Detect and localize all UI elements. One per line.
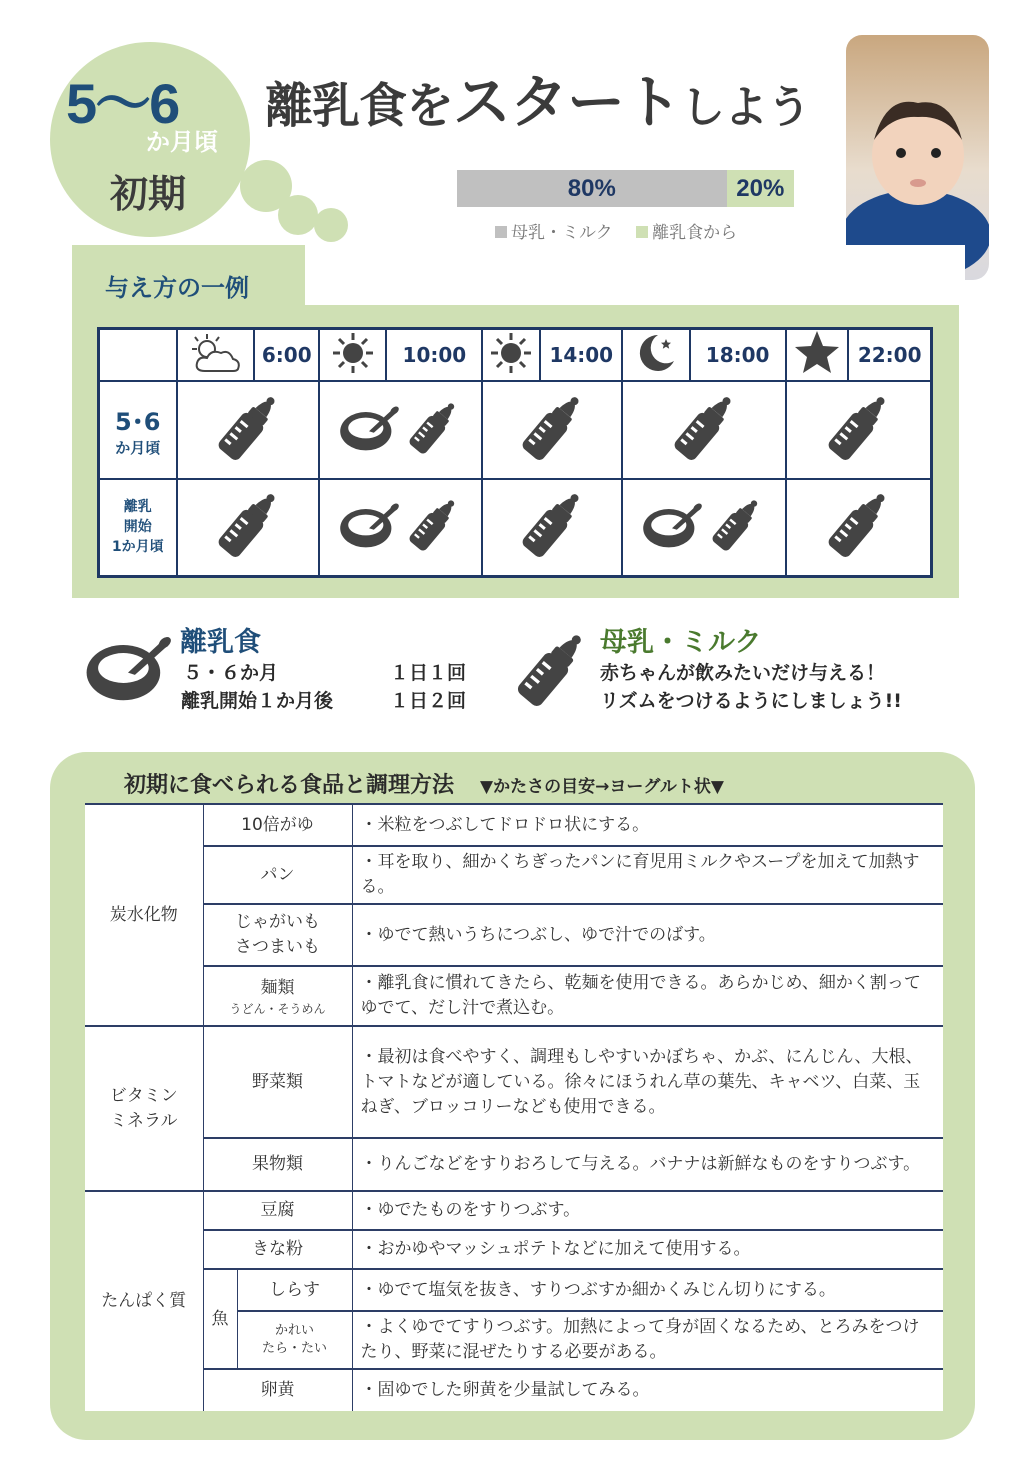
schedule-row: [99, 479, 932, 576]
row-label: [99, 479, 177, 576]
months-label: か月頃: [146, 128, 218, 156]
sun-icon: [482, 329, 540, 382]
bottle-icon: [177, 479, 320, 576]
food-legend-title: 離乳食: [180, 627, 261, 658]
row-label-sub: か月頃: [115, 439, 161, 457]
milk-ratio-segment: 80%: [457, 170, 727, 207]
table-row: [85, 904, 943, 966]
food-name: 10倍がゆ: [203, 804, 352, 846]
milk-legend-line: リズムをつけるようにしましょう!!: [600, 690, 902, 712]
bowl-bottle-icons: [622, 479, 785, 576]
page-title: [265, 62, 810, 148]
bottle-icon: [786, 479, 932, 576]
food-method: ・りんごなどをすりおろして与える。バナナは新鮮なものをすりつぶす。: [352, 1138, 943, 1191]
ratio-legend: [495, 218, 737, 243]
time-label: 22:00: [848, 329, 931, 382]
bubble-dot: [314, 208, 348, 242]
bottle-icon: [506, 625, 596, 715]
star-icon: [786, 329, 849, 382]
table-row: [85, 1369, 943, 1411]
food-name: 豆腐: [203, 1191, 352, 1230]
food-name: じゃがいも さつまいも: [203, 904, 352, 966]
food-name-main: 麺類: [260, 977, 295, 998]
food-name-sub: うどん・そうめん: [229, 1001, 326, 1016]
sun-icon: [319, 329, 386, 382]
age-range: 5〜6: [66, 72, 179, 135]
row-label-line: 1か月頃: [111, 539, 164, 556]
table-row: [85, 1138, 943, 1191]
stage-label: 初期: [110, 172, 187, 216]
food-name: 卵黄: [203, 1369, 352, 1411]
title-part: スタート: [453, 68, 682, 136]
food-ratio-segment: 20%: [727, 170, 794, 207]
food-method: ・最初は食べやすく、調理もしやすいかぼちゃ、かぶ、にんじん、大根、トマトなどが適している。徐々にほうれん草の葉先、キャベツ、白菜、玉ねぎ、ブロッコリーなども使用できる。: [352, 1026, 943, 1138]
food-name: かれい たら・たい: [237, 1311, 352, 1369]
legend-swatch: [495, 226, 507, 238]
bowl-bottle-icons: [319, 479, 482, 576]
food-method: ・よくゆでてすりつぶす。加熱によって身が固くなるため、とろみをつけたり、野菜に混ぜたりする必要がある。: [352, 1311, 943, 1369]
food-method: ・米粒をつぶしてドロドロ状にする。: [352, 804, 943, 846]
bottle-icon: [622, 381, 785, 479]
food-legend-line: 離乳開始１か月後: [181, 690, 334, 712]
sun-cloud-icon: [177, 329, 255, 382]
time-label: 10:00: [386, 329, 482, 382]
food-method: ・ゆでたものをすりつぶす。: [352, 1191, 943, 1230]
food-name: きな粉: [203, 1230, 352, 1269]
food-name: 果物類: [203, 1138, 352, 1191]
bottle-icon: [786, 381, 932, 479]
legend-food: 離乳食から: [652, 223, 738, 243]
schedule-row: [99, 381, 932, 479]
feeding-schedule-table: [97, 327, 933, 578]
table-row: [85, 1191, 943, 1230]
bowl-icon: [82, 622, 174, 714]
legend-milk: 母乳・ミルク: [511, 223, 613, 243]
food-table: [85, 803, 943, 1411]
food-method: ・離乳食に慣れてきたら、乾麺を使用できる。あらかじめ、細かく割ってゆでて、だし汁で煮込む。: [352, 966, 943, 1026]
table-row: [85, 1269, 943, 1311]
texture-note: ▼かたさの目安→ヨーグルト状▼: [480, 777, 724, 797]
category-cell: ビタミン ミネラル: [85, 1026, 203, 1191]
food-method: ・耳を取り、細かくちぎったパンに育児用ミルクやスープを加えて加熱する。: [352, 846, 943, 904]
row-label-line: 離乳: [123, 499, 152, 516]
bubble-dot: [278, 195, 318, 235]
food-name: しらす: [237, 1269, 352, 1311]
baby-photo: [846, 35, 989, 280]
food-method: ・固ゆでした卵黄を少量試してみる。: [352, 1369, 943, 1411]
food-legend-line: １日２回: [390, 690, 467, 712]
row-label-line: 開始: [123, 519, 152, 536]
time-label: 14:00: [540, 329, 622, 382]
food-name: 野菜類: [203, 1026, 352, 1138]
food-table-title: [124, 768, 724, 799]
food-method: ・ゆでて熱いうちにつぶし、ゆで汁でのばす。: [352, 904, 943, 966]
table-row: [85, 966, 943, 1026]
empty-cell: [99, 329, 177, 382]
food-title-text: 初期に食べられる食品と調理方法: [124, 773, 455, 798]
schedule-title: 与え方の一例: [105, 274, 249, 302]
table-row: [85, 804, 943, 846]
milk-legend-title: 母乳・ミルク: [600, 627, 762, 658]
bowl-bottle-icons: [319, 381, 482, 479]
food-name: [203, 966, 352, 1026]
panel-notch: [305, 245, 965, 305]
title-part: しよう: [681, 82, 811, 133]
table-row: [85, 846, 943, 904]
row-label-main: 5･6: [115, 408, 161, 436]
bottle-icon: [177, 381, 320, 479]
food-legend-line: １日１回: [390, 662, 467, 684]
food-legend-line: ５・６か月: [183, 662, 279, 684]
title-part: 離乳食を: [265, 78, 454, 134]
milk-legend-line: 赤ちゃんが飲みたいだけ与える！: [600, 662, 886, 684]
table-row: [85, 1026, 943, 1138]
category-cell: たんぱく質: [85, 1191, 203, 1411]
moon-star-icon: [622, 329, 689, 382]
fish-label: 魚: [203, 1269, 237, 1369]
category-cell: 炭水化物: [85, 804, 203, 1026]
legend-swatch: [636, 226, 648, 238]
food-method: ・おかゆやマッシュポテトなどに加えて使用する。: [352, 1230, 943, 1269]
table-row: [85, 1230, 943, 1269]
bottle-icon: [482, 479, 622, 576]
schedule-header-row: [99, 329, 932, 382]
food-method: ・ゆでて塩気を抜き、すりつぶすか細かくみじん切りにする。: [352, 1269, 943, 1311]
ratio-bar: [457, 170, 794, 207]
row-label: [99, 381, 177, 479]
time-label: 6:00: [254, 329, 319, 382]
time-label: 18:00: [690, 329, 786, 382]
bottle-icon: [482, 381, 622, 479]
food-name: パン: [203, 846, 352, 904]
